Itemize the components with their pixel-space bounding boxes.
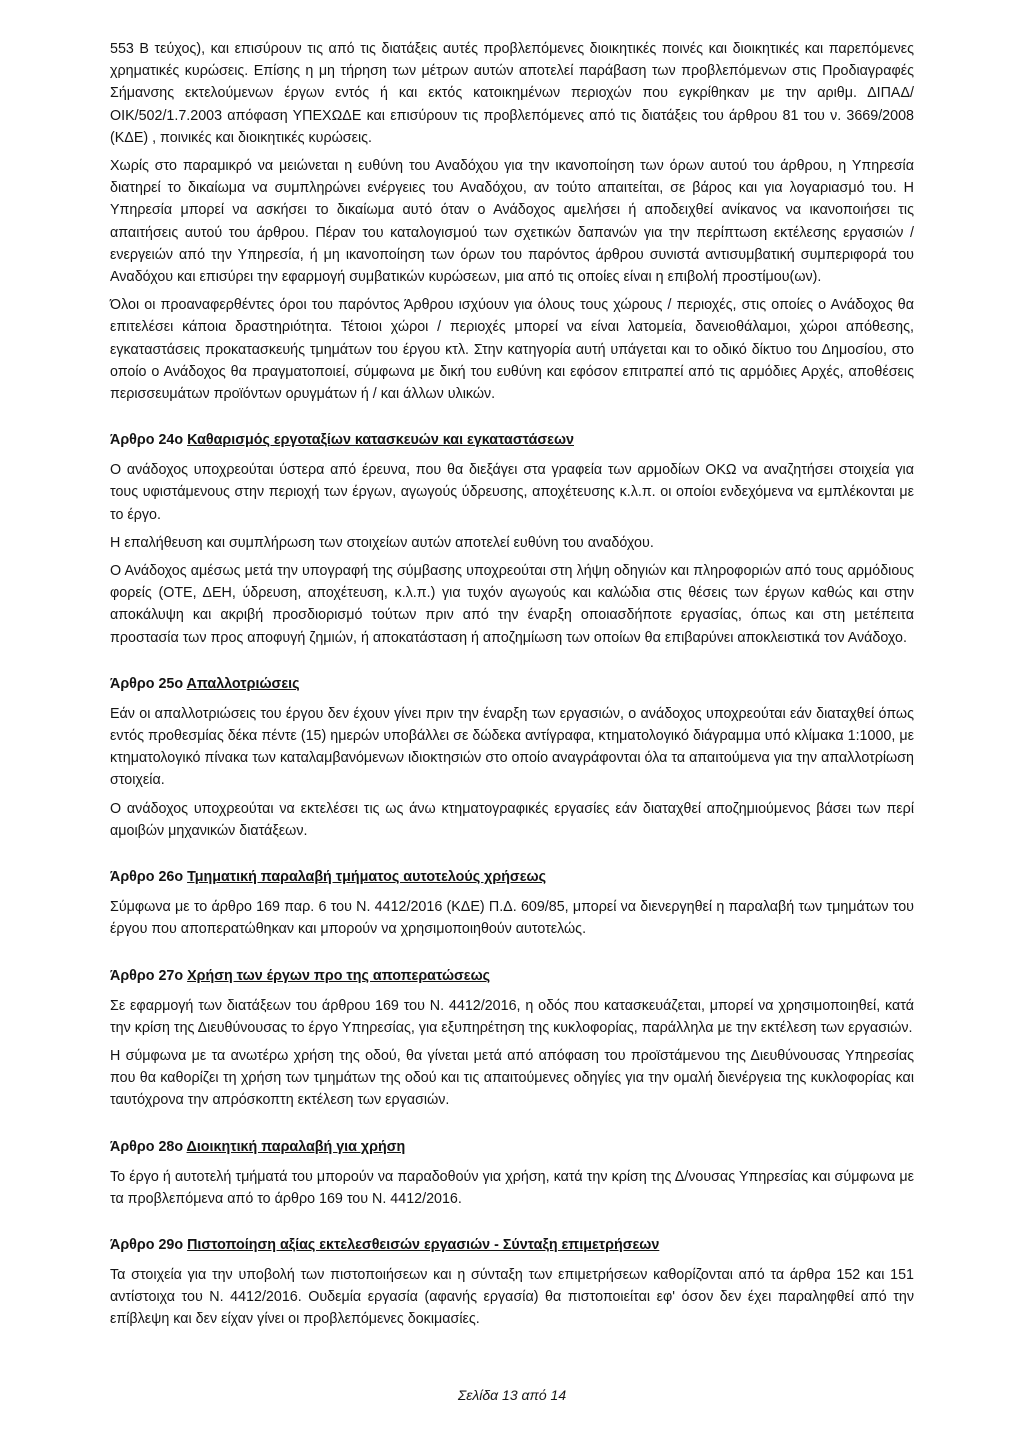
article-26-title: Τμηματική παραλαβή τμήματος αυτοτελούς χρήσεως	[187, 869, 547, 886]
article-27-number: Άρθρο 27ο	[110, 967, 184, 984]
article-26-number: Άρθρο 26ο	[110, 869, 184, 886]
intro-paragraph-1: 553 Β τεύχος), και επισύρουν τις από τις διατάξεις αυτές προβλεπόμενες διοικητικές ποινές και διοικητικές και παρεπόμενες χρηματικές κυρώσεις. Επίσης η μη τήρηση των μέτρων αυτών αποτελεί παράβαση των προβλεπόμενων στις Προδιαγραφές Σήμανσης εκτελούμενων έργων εντός ή και εκτός κατοικημένων περιοχών που εγκρίθηκαν με την αριθμ. ΔΙΠΑΔ/ΟΙΚ/502/1.7.2003 απόφαση ΥΠΕΧΩΔΕ και επισύρουν τις προβλεπόμενες από τις διατάξεις του άρθρου 81 του ν. 3669/2008 (ΚΔΕ) , ποινικές και διοικητικές κυρώσεις.	[110, 41, 914, 146]
article-26-heading	[110, 866, 914, 888]
article-29-heading	[110, 1234, 914, 1256]
article-28-title: Διοικητική παραλαβή για χρήση	[186, 1138, 406, 1155]
document-body	[110, 38, 914, 1337]
intro-paragraph-2: Χωρίς στο παραμικρό να μειώνεται η ευθύνη του Αναδόχου για την ικανοποίηση των όρων αυτού του άρθρου, η Υπηρεσία διατηρεί το δικαίωμα να συμπληρώνει ενέργειες του Αναδόχου, αν τούτο απαιτείται, σε βάρος και για λογαριασμό του. Η Υπηρεσία μπορεί να ασκήσει το δικαίωμα αυτό όταν ο Ανάδοχος αμελήσει ή αποδειχθεί ανίκανος να ικανοποιήσει τις απαιτήσεις αυτού του άρθρου. Πέραν του καταλογισμού των σχετικών δαπανών για την περίπτωση εκτέλεσης εργασιών / ενεργειών από την Υπηρεσία, ή μη ικανοποίηση των όρων του παρόντος άρθρου συνιστά αντισυμβατική συμπεριφορά του Αναδόχου και επισύρει την εφαρμογή συμβατικών κυρώσεων, μια από τις οποίες είναι η επιβολή προστίμου(ων).	[110, 158, 914, 286]
article-24-heading	[110, 429, 914, 451]
article-25-number: Άρθρο 25ο	[110, 675, 184, 692]
article-29-title: Πιστοποίηση αξίας εκτελεσθεισών εργασιών - Σύνταξη επιμετρήσεων	[187, 1236, 660, 1253]
article-25-title: Απαλλοτριώσεις	[186, 675, 300, 692]
article-27-heading	[110, 965, 914, 987]
article-24-title: Καθαρισμός εργοταξίων κατασκευών και εγκαταστάσεων	[187, 432, 574, 449]
article-27-paragraph-1: Σε εφαρμογή των διατάξεων του άρθρου 169 του Ν. 4412/2016, η οδός που κατασκευάζεται, μπορεί να χρησιμοποιηθεί, κατά την κρίση της Διευθύνουσας το έργο Υπηρεσίας, για εξυπηρέτηση της κυκλοφορίας, παράλληλα με την εκτέλεση των εργασιών.	[110, 997, 914, 1036]
article-25-paragraph-2: Ο ανάδοχος υποχρεούται να εκτελέσει τις ως άνω κτηματογραφικές εργασίες εάν διαταχθεί αποζημιούμενος βάσει των περί αμοιβών μηχανικών διατάξεων.	[110, 800, 914, 839]
article-29-paragraph-1: Τα στοιχεία για την υποβολή των πιστοποιήσεων και η σύνταξη των επιμετρήσεων καθορίζονται από τα άρθρα 152 και 151 αντίστοιχα του Ν. 4412/2016. Ουδεμία εργασία (αφανής εργασία) θα πιστοποιείται εφ' όσον δεν έχει παραληφθεί από την επίβλεψη και δεν είχαν γίνει οι προβλεπόμενες δοκιμασίες.	[110, 1266, 914, 1328]
article-25-heading	[110, 673, 914, 695]
intro-paragraph-3: Όλοι οι προαναφερθέντες όροι του παρόντος Άρθρου ισχύουν για όλους τους χώρους / περιοχές, στις οποίες ο Ανάδοχος θα επιτελέσει κάποια δραστηριότητα. Τέτοιοι χώροι / περιοχές μπορεί να είναι λατομεία, δανειοθάλαμοι, χώροι απόθεσης, εγκαταστάσεις προκατασκευής τμημάτων του έργου κτλ. Στην κατηγορία αυτή υπάγεται και το οδικό δίκτυο του Δημοσίου, στο οποίο ο Ανάδοχος θα πραγματοποιεί, σύμφωνα με δική του ευθύνη και εφόσον επιτραπεί από τις αρμόδιες Αρχές, αποθέσεις περισσευμάτων προϊόντων ορυγμάτων ή / και άλλων υλικών.	[110, 297, 914, 403]
article-24-paragraph-3: Ο Ανάδοχος αμέσως μετά την υπογραφή της σύμβασης υποχρεούται στη λήψη οδηγιών και πληροφοριών από τους αρμόδιους φορείς (ΟΤΕ, ΔΕΗ, ύδρευση, αποχέτευση, κ.λ.π.) για τυχόν αγωγούς και καλώδια στις θέσεις των έργων καθώς και στην αποκάλυψη και ακριβή προσδιορισμό τούτων πριν από την έναρξη οποιασδήποτε εργασίας, όπως και στη μετέπειτα προστασία των προς αποφυγή ζημιών, ή αποκατάσταση ή αποζημίωση των οποίων θα επιβαρύνει αποκλειστικά τον Ανάδοχο.	[110, 563, 914, 646]
article-27-title: Χρήση των έργων προ της αποπερατώσεως	[187, 967, 491, 984]
article-24-paragraph-1: Ο ανάδοχος υποχρεούται ύστερα από έρευνα, που θα διεξάγει στα γραφεία των αρμοδίων ΟΚΩ να αναζητήσει στοιχεία για τους υφιστάμενους στην περιοχή των έργων, αγωγούς ύδρευσης, αποχέτευσης κ.λ.π. οι οποίοι ενδεχόμενα να εμπλέκονται με το έργο.	[110, 462, 914, 523]
article-29-number: Άρθρο 29ο	[110, 1236, 184, 1253]
article-28-paragraph-1: Το έργο ή αυτοτελή τμήματά του μπορούν να παραδοθούν για χρήση, κατά την κρίση της Δ/νουσας Υπηρεσίας και σύμφωνα με τα προβλεπόμενα από το άρθρο 169 του Ν. 4412/2016.	[110, 1168, 914, 1207]
article-25-paragraph-1: Εάν οι απαλλοτριώσεις του έργου δεν έχουν γίνει πριν την έναρξη των εργασιών, ο ανάδοχος υποχρεούται εάν διαταχθεί όπως εντός προθεσμίας δέκα πέντε (15) ημερών υποβάλλει σε δώδεκα αντίγραφα, κτηματολογικό διάγραμμα υπό κλίμακα 1:1000, με κτηματολογικό πίνακα των καταλαμβανόμενων ιδιοκτησιών στο οποίο αναγράφονται όλα τα απαιτούμενα για την απαλλοτρίωση στοιχεία.	[110, 705, 914, 789]
page-number-footer: Σελίδα 13 από 14	[457, 1387, 567, 1403]
article-24-number: Άρθρο 24ο	[110, 432, 184, 449]
article-28-heading	[110, 1136, 914, 1158]
article-27-paragraph-2: Η σύμφωνα με τα ανωτέρω χρήση της οδού, θα γίνεται μετά από απόφαση του προϊστάμενου της Διευθύνουσας Υπηρεσίας που θα καθορίζει τη χρήση των τμημάτων της οδού και τις απαιτούμενες οδηγίες για την ομαλή διενέργεια της κυκλοφορίας και ταυτόχρονα την απρόσκοπτη εκτέλεση των εργασιών.	[110, 1047, 914, 1109]
article-24-paragraph-2: Η επαλήθευση και συμπλήρωση των στοιχείων αυτών αποτελεί ευθύνη του αναδόχου.	[110, 534, 654, 551]
article-28-number: Άρθρο 28ο	[110, 1138, 184, 1155]
article-26-paragraph-1: Σύμφωνα με το άρθρο 169 παρ. 6 του Ν. 4412/2016 (ΚΔΕ) Π.Δ. 609/85, μπορεί να διενεργηθεί η παραλαβή των τμημάτων του έργου που αποπερατώθηκαν και μπορούν να χρησιμοποιηθούν αυτοτελώς.	[110, 899, 914, 938]
